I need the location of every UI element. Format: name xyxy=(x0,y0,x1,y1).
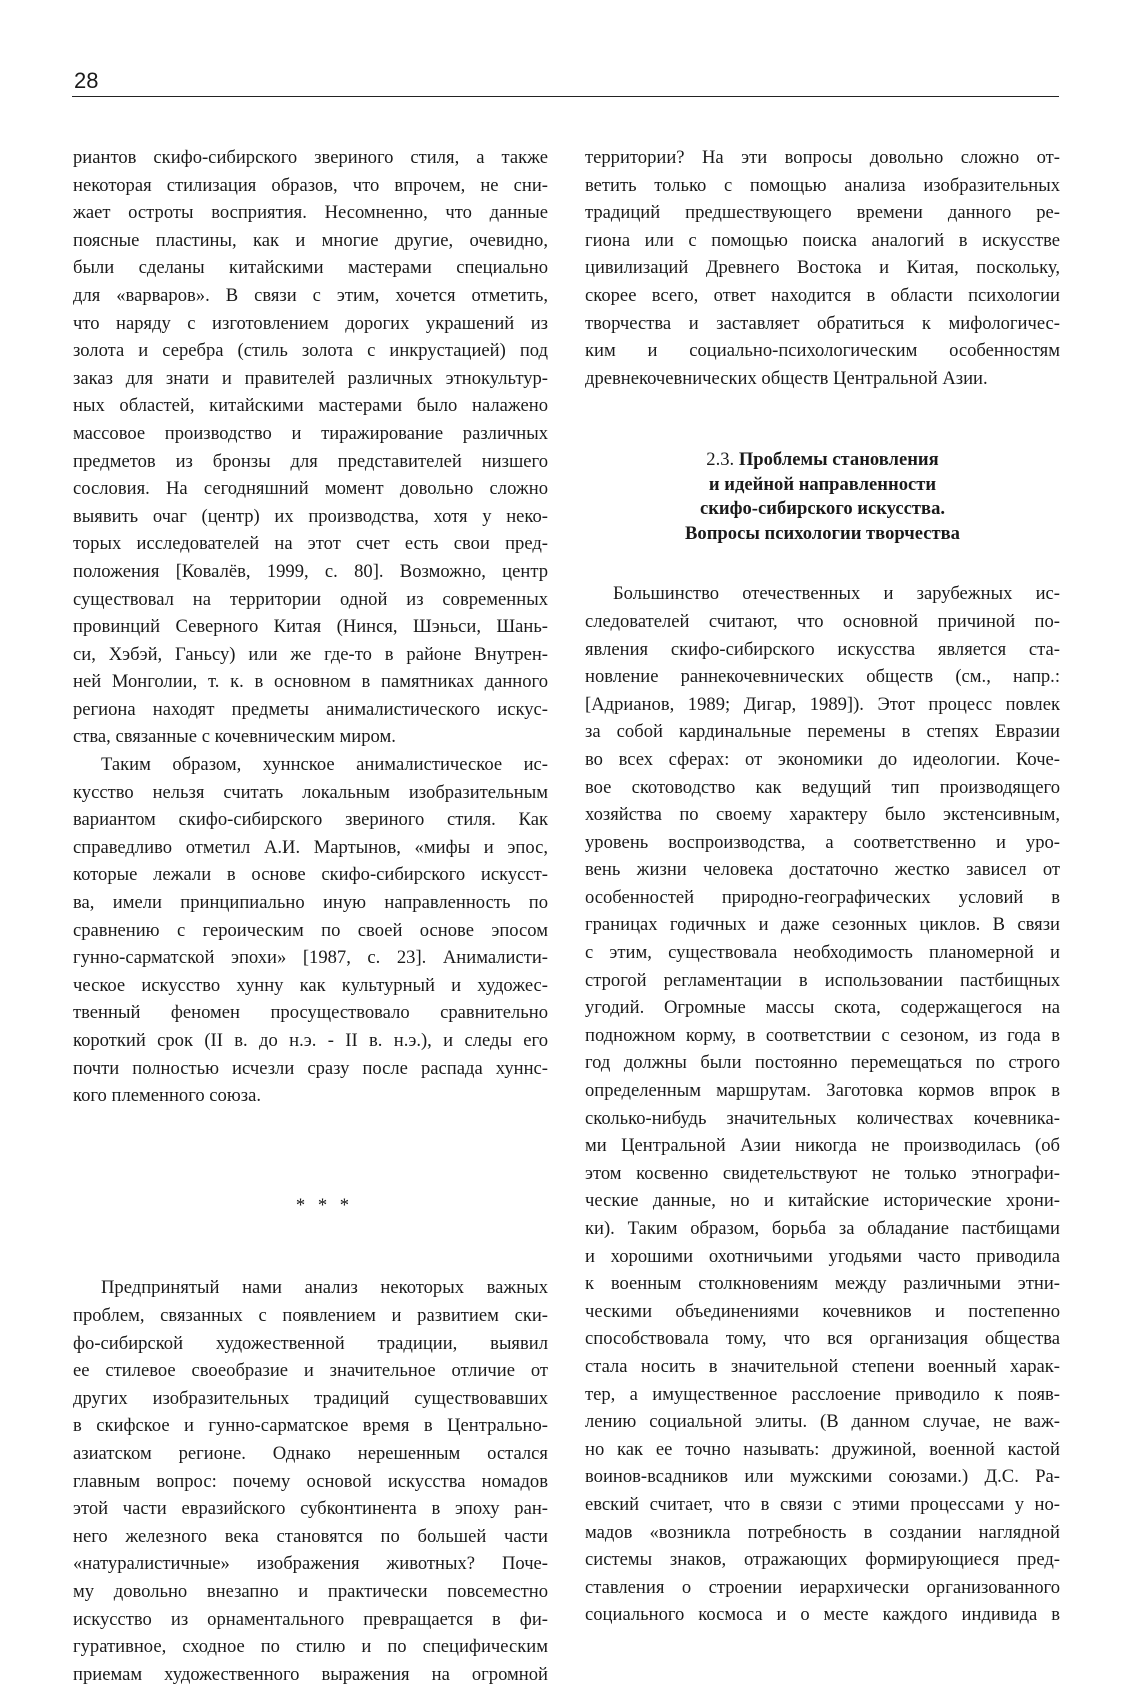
text-line: Предпринятый нами анализ некоторых важных xyxy=(101,1277,548,1299)
text-line: которые лежали в основе скифо-сибирского искусст- xyxy=(73,864,548,886)
heading-line-1: 2.3. Проблемы становления xyxy=(706,449,939,471)
text-line: жает остроты восприятия. Несомненно, что данные xyxy=(73,202,548,224)
text-line: Большинство отечественных и зарубежных ис- xyxy=(613,583,1060,605)
text-line: хозяйства по своему характеру было экстенсивным, xyxy=(585,804,1060,826)
section-separator: * * * xyxy=(295,1194,354,1216)
text-line: азиатском регионе. Однако нерешенным остался xyxy=(73,1442,548,1464)
text-line: существовал на территории одной из современных xyxy=(73,588,548,610)
left-column xyxy=(73,144,548,1688)
text-line: определенным маршрутам. Заготовка кормов впрок в xyxy=(585,1080,1060,1102)
text-line: ческими объединениями кочевников и постепенно xyxy=(585,1300,1060,1322)
header-rule xyxy=(72,96,1059,97)
text-line: ней Монголии, т. к. в основном в памятниках данного xyxy=(73,671,548,693)
heading-line-2: и идейной направленности xyxy=(708,473,937,495)
section-heading xyxy=(585,448,1060,546)
text-line: традиций предшествующего времени данного ре- xyxy=(585,202,1060,224)
text-line: кусство нельзя считать локальным изобразительным xyxy=(73,781,548,803)
text-line: ки). Таким образом, борьба за обладание пастбищами xyxy=(585,1218,1060,1239)
text-line: твенный феномен просуществовало сравнительно xyxy=(73,1002,548,1024)
text-line: заказ для знати и правителей различных этнокультур- xyxy=(73,367,548,389)
text-line: поясные пластины, как и многие другие, очевидно, xyxy=(73,229,548,251)
text-line: гунно-сарматской эпохи» [1987, с. 23]. Анималисти- xyxy=(73,947,548,969)
heading-number: 2.3. xyxy=(706,449,735,471)
text-line: некоторая стилизация образов, что впрочем, не сни- xyxy=(73,174,548,196)
text-line: лению социальной элиты. (В данном случае, не важ- xyxy=(585,1411,1060,1433)
text-line: в скифское и гунно-сарматское время в Центрально- xyxy=(73,1415,548,1437)
text-line: вень жизни человека достаточно жестко зависел от xyxy=(585,859,1060,881)
text-line: сословия. На сегодняшний момент довольно сложно xyxy=(73,478,548,500)
spacer xyxy=(585,392,1060,448)
text-line: уровень воспроизводства, а соответственно и уро- xyxy=(585,831,1060,853)
page-number: 28 xyxy=(74,68,99,93)
text-line: провинций Северного Китая (Нинся, Шэньси, Шань- xyxy=(73,616,548,638)
text-line: кого племенного союза. xyxy=(73,1085,261,1107)
text-line: положения [Ковалёв, 1999, с. 80]. Возможно, центр xyxy=(73,560,548,582)
heading-line-3: скифо-сибирского искусства. xyxy=(699,498,946,520)
text-line: фо-сибирской художественной традиции, выявил xyxy=(73,1332,548,1354)
text-line: региона находят предметы анималистического искус- xyxy=(73,698,548,720)
text-line: древнекочевнических обществ Центральной Азии. xyxy=(585,367,988,389)
text-line: евский считает, что в связи с этими процессами у но- xyxy=(585,1493,1060,1515)
text-line: что наряду с изготовлением дорогих украшений из xyxy=(73,312,548,334)
text-line: сколько-нибудь значительных количествах кочевника- xyxy=(585,1107,1060,1129)
paragraph xyxy=(73,751,548,1110)
text-line: золота и серебра (стиль золота с инкрустацией) под xyxy=(73,340,548,362)
text-line: ческое искусство хунну как культурный и художес- xyxy=(73,974,548,996)
text-line: си, Хэбэй, Ганьсу) или же где-то в районе Внутрен- xyxy=(73,643,548,665)
text-line: были сделаны китайскими мастерами специально xyxy=(73,257,548,279)
text-line: ва, имели принципиально иную направленность по xyxy=(73,892,548,914)
paragraph xyxy=(585,580,1060,1629)
text-line: ким и социально-психологическим особенностям xyxy=(585,340,1060,362)
text-line: гиона или с помощью поиска аналогий в искусстве xyxy=(585,229,1060,251)
spacer xyxy=(585,546,1060,580)
text-line: во всех сферах: от экономики до идеологии. Коче- xyxy=(585,748,1060,770)
text-line: ее стилевое своеобразие и значительное отличие от xyxy=(73,1360,548,1382)
text-line: и хорошими охотничьими угодьями часто приводила xyxy=(585,1245,1060,1267)
text-line: подножном корму, в соответствии с сезоном, из года в xyxy=(585,1024,1060,1046)
text-line: за собой кардинальные перемены в степях Евразии xyxy=(585,721,1060,743)
text-line: вое скотоводство как ведущий тип производящего xyxy=(585,776,1060,798)
text-line: системы знаков, отражающих формирующиеся пред- xyxy=(585,1549,1060,1571)
text-line: вариантом скифо-сибирского звериного стиля. Как xyxy=(73,809,548,831)
paragraph xyxy=(73,1274,548,1688)
text-line: но как ее точно называть: дружиной, военной кастой xyxy=(585,1438,1060,1460)
text-line: выявить очаг (центр) их производства, хотя у неко- xyxy=(73,505,548,527)
text-line: следователей считают, что основной причиной по- xyxy=(585,610,1060,632)
paragraph xyxy=(585,144,1060,392)
text-line: [Адрианов, 1989; Дигар, 1989]). Этот процесс повлек xyxy=(585,693,1060,715)
text-line: границах годичных и даже сезонных циклов. В связи xyxy=(585,914,1060,936)
text-line: торых исследователей на этот счет есть свои пред- xyxy=(73,533,548,555)
text-line: тер, а имущественное расслоение приводило к появ- xyxy=(585,1383,1060,1405)
text-line: творчества и заставляет обратиться к мифологичес- xyxy=(585,312,1060,334)
text-line: новление раннекочевнических обществ (см., напр.: xyxy=(585,666,1060,688)
text-line: других изобразительных традиций существовавших xyxy=(73,1387,548,1409)
text-line: предметов из бронзы для представителей низшего xyxy=(73,450,548,472)
text-line: «натуралистичные» изображения животных? Поче- xyxy=(73,1553,548,1575)
text-line: ветить только с помощью анализа изобразительных xyxy=(585,174,1060,196)
text-line: к военным столкновениям между различными этни- xyxy=(585,1273,1060,1295)
spacer xyxy=(73,1219,548,1274)
text-line: способствовала тому, что вся организация общества xyxy=(585,1328,1060,1350)
text-line: воинов-всадников или мужскими союзами.) Д.С. Ра- xyxy=(585,1466,1060,1488)
text-line: цивилизаций Древнего Востока и Китая, поскольку, xyxy=(585,257,1060,279)
paragraph xyxy=(73,144,548,751)
text-line: для «варваров». В связи с этим, хочется отметить, xyxy=(73,284,548,306)
text-line: стала носить в значительной степени военный харак- xyxy=(585,1355,1060,1377)
text-line: ных областей, китайскими мастерами было налажено xyxy=(73,395,548,417)
text-line: приемам художественного выражения на огромной xyxy=(73,1663,548,1685)
text-line: строгой регламентации в использовании пастбищных xyxy=(585,969,1060,991)
text-line: ства, связанные с кочевническим миром. xyxy=(73,726,396,748)
text-line: ческие данные, но и китайские исторические хрони- xyxy=(585,1190,1060,1212)
text-line: му довольно внезапно и практически повсеместно xyxy=(73,1580,548,1602)
text-line: главным вопрос: почему основой искусства номадов xyxy=(73,1470,548,1492)
text-line: справедливо отметил А.И. Мартынов, «мифы и эпос, xyxy=(73,836,548,858)
spacer xyxy=(73,1110,548,1192)
text-line: с этим, существовала необходимость планомерной и xyxy=(585,942,1060,964)
text-line: него железного века становятся по большей части xyxy=(73,1525,548,1547)
text-line: угодий. Огромные массы скота, содержащегося на xyxy=(585,997,1060,1019)
text-line: территории? На эти вопросы довольно сложно от- xyxy=(585,147,1060,168)
text-line: гуративное, сходное по стилю и по специфическим xyxy=(73,1636,548,1658)
text-line: явления скифо-сибирского искусства является ста- xyxy=(585,638,1060,660)
text-line: Таким образом, хуннское анималистическое ис- xyxy=(101,754,548,776)
text-line: риантов скифо-сибирского звериного стиля, а также xyxy=(73,147,548,168)
text-line: короткий срок (II в. до н.э. - II в. н.э.), и следы его xyxy=(73,1030,548,1051)
text-line: этой части евразийского субконтинента в эпоху ран- xyxy=(73,1498,548,1520)
text-line: год должны были постоянно перемещаться по строго xyxy=(585,1052,1060,1074)
text-line: ставления о строении иерархически организованного xyxy=(585,1576,1060,1598)
right-column xyxy=(585,144,1060,1629)
text-line: массовое производство и тиражирование различных xyxy=(73,422,548,444)
text-line: ми Центральной Азии никогда не производилась (об xyxy=(585,1135,1060,1157)
text-line: искусство из орнаментального превращается в фи- xyxy=(73,1608,548,1630)
text-line: особенностей природно-географических условий в xyxy=(585,886,1060,908)
text-line: социального космоса и о месте каждого индивида в xyxy=(585,1604,1060,1626)
heading-line-4: Вопросы психологии творчества xyxy=(685,522,960,544)
text-line: сравнению с героическим по своей основе эпосом xyxy=(73,919,548,941)
text-line: проблем, связанных с появлением и развитием ски- xyxy=(73,1304,548,1326)
text-line: скорее всего, ответ находится в области психологии xyxy=(585,284,1060,306)
text-line: почти полностью исчезли сразу после распада хуннс- xyxy=(73,1057,548,1079)
text-line: мадов «возникла потребность в создании наглядной xyxy=(585,1521,1060,1543)
text-line: этом косвенно свидетельствуют не только этнографи- xyxy=(585,1162,1060,1184)
